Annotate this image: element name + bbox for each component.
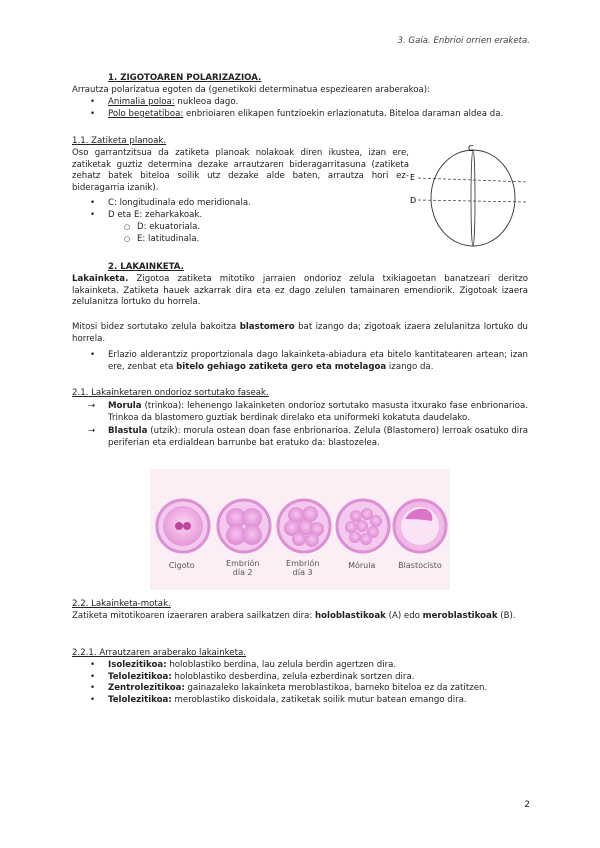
list-item (108, 660, 528, 672)
text: Zatiketa mitotikoaren izaeraren arabera sailkatzen dira: (72, 611, 316, 621)
blastocyst-stage (394, 500, 446, 552)
label-day2-line1: Embrión (226, 559, 260, 568)
term: Animalia poloa: (108, 97, 175, 107)
text: Zigotoa zatiketa mitotiko jarraien ondorioz zelula txikiagoetan banatzeari deritzo lakainketa. Zatiketa hauek azkarrak dira eta ez dago zelulen tamainaren emendiorik. Zigotoak izaera zelulanitza lortuko du horrela. (72, 274, 528, 308)
term: Isolezitikoa: (108, 660, 167, 670)
list-item (108, 109, 528, 121)
section-title-2-1: 2.1. Lakainketaren ondorioz sortutako faseak. (72, 388, 269, 398)
list-item (108, 350, 528, 373)
paragraph: Oso garrantzitsua da zatiketa planoak nolakoak diren ikustea, izan ere, zatiketak guztiz determina dezake arrautzaren bideragarritasuna (zatiketa zehatz batek biteloa soilik utz dezake alde baten, arrautza hori ez-bideragarria izanik). (72, 148, 409, 193)
term: Zentrolezitikoa: (108, 683, 185, 694)
egg-outline (431, 150, 515, 246)
list-item: ○ E: latitudinala. (137, 234, 337, 246)
label-e: E (410, 173, 416, 182)
label-d: D (410, 196, 417, 205)
label-morula: Mórula (348, 561, 376, 570)
morula-stage (337, 500, 389, 552)
paragraph: Arrautza polarizatua egoten da (genetikoki determinatua espeziearen araberakoa): (72, 85, 431, 95)
list-item: • D eta E: zeharkakoak. (108, 210, 408, 222)
text: meroblastiko diskoidala, zatiketak soilik mutur batean emango dira. (171, 694, 467, 705)
text: (A) edo (385, 611, 423, 621)
term: Lakainketa. (72, 274, 129, 284)
definition: nukleoa dago. (174, 97, 239, 107)
embryo-stages-figure (150, 469, 450, 590)
text: (B). (497, 611, 516, 621)
bullet-list (108, 97, 528, 120)
paragraph (72, 611, 528, 623)
text: gainazaleko lakainketa meroblastikoa, barneko biteloa ez da zatitzen. (184, 683, 488, 694)
text: (trinkoa): lehenengo lakainketen ondorioz sortutako masusta itxurako fase enbrionarioa. Trinkoa da blastomero guztiak berdinak direlako eta uniformeki kokatuta daudelako. (108, 401, 528, 423)
term: Morula (108, 401, 142, 411)
list-item (108, 426, 528, 449)
list-item (108, 683, 528, 695)
term: Blastula (108, 426, 148, 437)
section-title-1: 1. ZIGOTOAREN POLARIZAZIOA. (108, 73, 262, 83)
term: Polo begetatiboa: (108, 108, 184, 119)
cleavage-planes-diagram (410, 142, 535, 252)
page-number: 2 (524, 800, 530, 811)
sub-list (137, 222, 337, 245)
term: bitelo gehiago zatiketa gero eta motelagoa (176, 361, 387, 372)
label-day2-line2: día 2 (232, 568, 253, 577)
page-header: 3. Gaia. Enbrioi orrien eraketa. (397, 36, 530, 46)
term: meroblastikoak (422, 611, 498, 621)
section-title-2: 2. LAKAINKETA. (108, 262, 184, 272)
list-item (108, 695, 528, 707)
plane-c-line (471, 150, 475, 246)
section-title-2-2: 2.2. Lakainketa-motak. (72, 599, 171, 609)
bullet-list (108, 660, 528, 706)
text: izango da. (386, 361, 434, 372)
label-c: C (468, 144, 474, 153)
term: holoblastikoak (315, 611, 386, 621)
section-title-2-2-1: 2.2.1. Arrautzaren araberako lakainketa. (72, 648, 246, 658)
embryo-day3-stage (278, 500, 330, 552)
section-title-1-1: 1.1. Zatiketa planoak. (72, 136, 167, 146)
definition: enbrioiaren elikapen funtzioekin erlazionatuta. Biteloa daraman aldea da. (183, 108, 504, 119)
list-item: ○ D: ekuatoriala. (137, 222, 337, 234)
arrow-list (108, 401, 528, 449)
text: holoblastiko desberdina, zelula ezberdinak sortzen dira. (171, 671, 415, 682)
plane-d-line (418, 200, 528, 202)
paragraph (72, 274, 528, 309)
embryo-day2-stage (218, 500, 270, 552)
label-cigoto: Cigoto (168, 561, 195, 570)
list-item (108, 401, 528, 424)
term: Telolezitikoa: (108, 671, 172, 682)
text: (utzik): morula ostean doan fase enbrionarioa. Zelula (Blastomero) lerroak osatuko dira periferian eta erdialdean barrunbe bat eratuko da: blastozelea. (108, 426, 528, 448)
label-blastocisto: Blastocisto (398, 561, 442, 570)
list-item (108, 672, 528, 684)
bullet-list (108, 350, 528, 373)
bullet-list (108, 198, 408, 221)
text: bat izango da; zigotoak izaera zelulanitza lortuko du horrela. (72, 322, 528, 344)
text: holoblastiko berdina, lau zelula berdin agertzen dira. (166, 660, 397, 670)
list-item (108, 97, 528, 109)
list-item: • C: longitudinala edo meridionala. (108, 198, 408, 210)
term: blastomero (239, 322, 295, 332)
text: Mitosi bidez sortutako zelula bakoitza (72, 322, 240, 332)
label-day3-line1: Embrión (286, 559, 320, 568)
term: Telolezitikoa: (108, 694, 172, 705)
label-day3-line2: día 3 (292, 568, 313, 577)
paragraph (72, 322, 528, 345)
zygote-stage (157, 500, 209, 552)
text: Erlazio alderantziz proportzionala dago lakainketa-abiadura eta bitelo kantitatearen artean; izan ere, zenbat eta (108, 350, 528, 372)
